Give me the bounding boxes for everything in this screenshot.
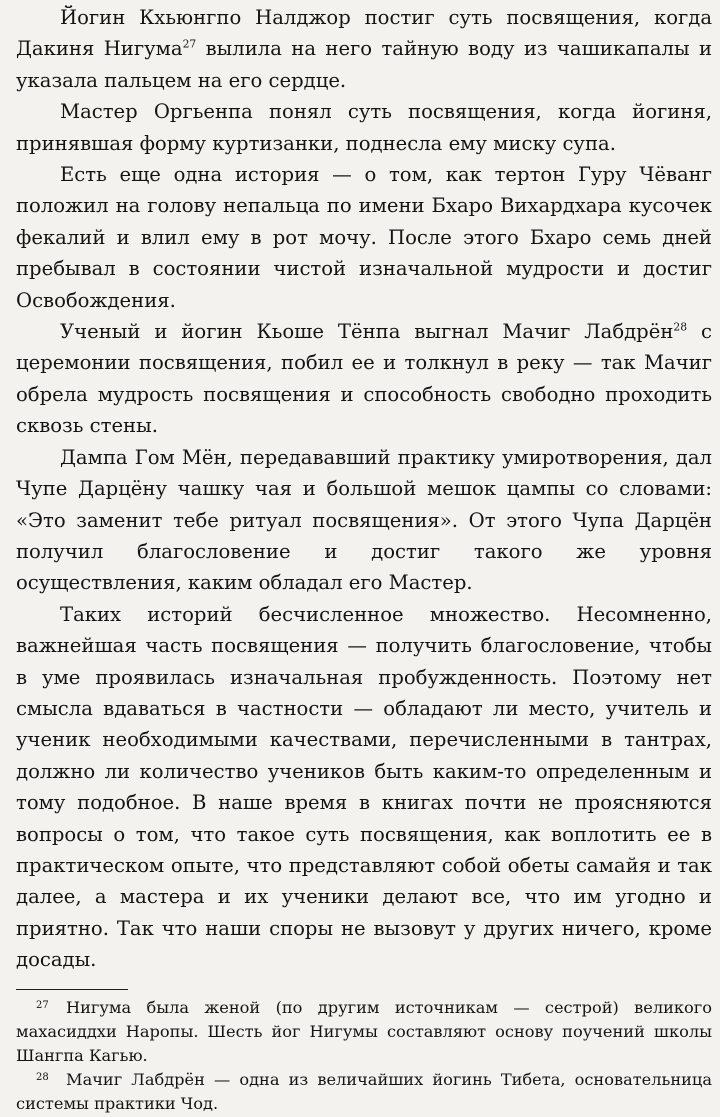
paragraph-1-text: Йогин Кхьюнгпо Налджор постиг суть посвящения, когда Дакиня Нигума — [16, 6, 712, 61]
footnote-text: Мачиг Лабдрён — одна из величайших йогинь Тибета, основательница системы практики Чод. — [16, 1070, 712, 1114]
footnote-divider — [16, 989, 128, 990]
paragraph-1-text-after: вылила на него тайную воду из чашикапалы и указала пальцем на его сердце. — [16, 37, 712, 92]
paragraph-3: Есть еще одна история — о том, как тертон Гуру Чёванг положил на голову непальца по имени Бхаро Вихардхара кусочек фекалий и влил ему в рот мочу. После этого Бхаро семь дней пребывал в состоянии чистой изначальной мудрости и достиг Освобождения. — [16, 163, 712, 312]
paragraph-5: Дампа Гом Мён, передававший практику умиротворения, дал Чупе Дарцёну чашку чая и большой мешок цампы со словами: «Это заменит тебе ритуал посвящения». От этого Чупа Дарцён получил благословение и достиг такого же уровня осуществления, каким обладал его Мастер. — [16, 445, 712, 595]
paragraph-4-text: Ученый и йогин Кьоше Тёнпа выгнал Мачиг Лабдрён — [60, 320, 674, 344]
footnote-ref-27: 27 — [182, 37, 197, 51]
footnote-28 — [16, 1068, 712, 1116]
paragraph-4-text-after: с церемонии посвящения, побил ее и толкнул в реку — так Мачиг обрела мудрость посвящения и способность свободно проходить сквозь стены. — [16, 320, 713, 438]
footnote-text: Нигума была женой (по другим источникам — сестрой) великого махасиддхи Наропы. Шесть йог Нигумы составляют основу поучений школы Шангпа Кагью. — [16, 997, 712, 1065]
footnotes — [16, 996, 712, 1117]
footnote-27 — [16, 996, 712, 1069]
main-text — [16, 2, 712, 976]
footnote-ref-28: 28 — [673, 320, 688, 334]
footnote-number: 27 — [36, 999, 49, 1011]
footnote-number: 28 — [36, 1072, 49, 1084]
paragraph-4 — [16, 316, 712, 442]
paragraph-2: Мастер Оргьенпа понял суть посвящения, когда йогиня, принявшая форму куртизанки, поднесла ему миску супа. — [16, 100, 712, 155]
paragraph-6: Таких историй бесчисленное множество. Несомненно, важнейшая часть посвящения — получить благословение, чтобы в уме проявилась изначальная пробужденность. Поэтому нет смысла вдаваться в частности — обладают ли место, учитель и ученик необходимыми качествами, перечисленными в тантрах, должно ли количество учеников быть каким-то определенным и тому подобное. В наше время в книгах почти не проясняются вопросы о том, что такое суть посвящения, как воплотить ее в практическом опыте, что представляют собой обеты самайя и так далее, а мастера и их ученики делают все, что им угодно и приятно. Так что наши споры не вызовут у других ничего, кроме досады. — [16, 602, 712, 972]
paragraph-1 — [16, 2, 712, 96]
